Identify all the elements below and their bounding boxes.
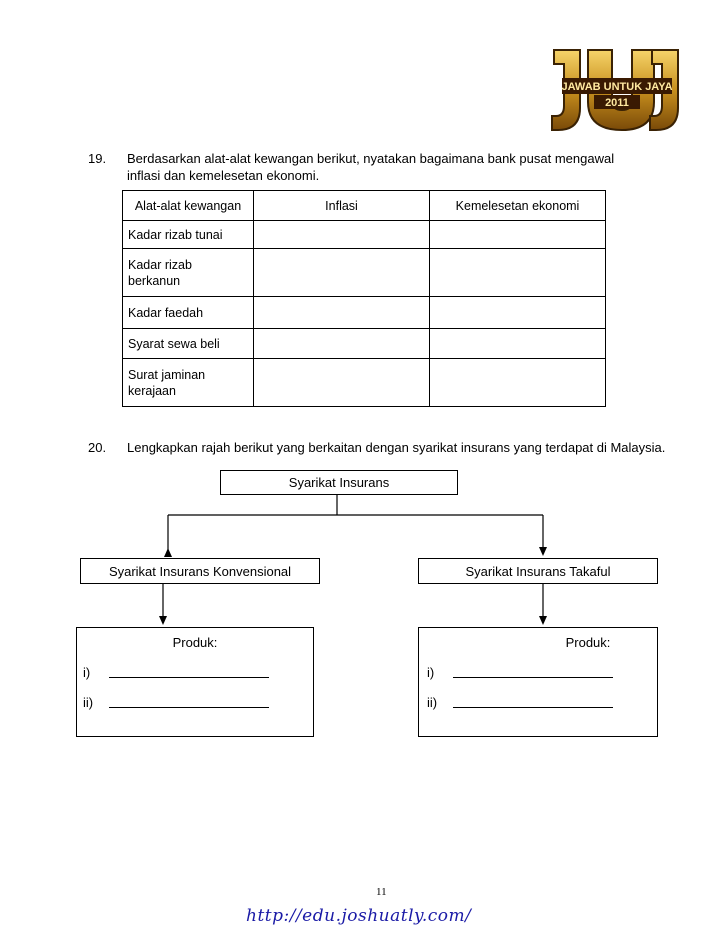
header-inflation: Inflasi xyxy=(254,191,430,221)
header-tools: Alat-alat kewangan xyxy=(123,191,254,221)
product-blank-2[interactable] xyxy=(453,695,613,711)
row-label: Surat jaminan kerajaan xyxy=(123,359,254,407)
row-label: Kadar rizab berkanun xyxy=(123,249,254,297)
products-title: Produk: xyxy=(565,635,611,650)
svg-text:2011: 2011 xyxy=(605,97,629,109)
conventional-insurance-box: Syarikat Insurans Konvensional xyxy=(80,558,320,584)
question-19-line1: Berdasarkan alat-alat kewangan berikut, nyatakan bagaimana bank pusat mengawal xyxy=(127,151,615,166)
page-number: 11 xyxy=(376,886,387,898)
product-item-1: i) xyxy=(83,665,91,680)
source-url[interactable]: http://edu.joshuatly.com/ xyxy=(246,906,472,926)
takaful-products-box xyxy=(418,627,658,737)
insurance-company-box: Syarikat Insurans xyxy=(220,470,458,495)
product-blank-2[interactable] xyxy=(109,695,269,711)
takaful-insurance-box: Syarikat Insurans Takaful xyxy=(418,558,658,584)
product-item-2: ii) xyxy=(427,695,438,710)
product-item-1: i) xyxy=(427,665,435,680)
conventional-products-box xyxy=(76,627,314,737)
question-19-line2: inflasi dan kemelesetan ekonomi. xyxy=(127,168,320,183)
product-blank-1[interactable] xyxy=(109,665,269,681)
svg-text:JAWAB UNTUK JAYA: JAWAB UNTUK JAYA xyxy=(561,81,673,93)
question-19-number: 19. xyxy=(88,151,107,166)
row-label: Kadar rizab tunai xyxy=(123,221,254,249)
row-label: Kadar faedah xyxy=(123,297,254,329)
header-recession: Kemelesetan ekonomi xyxy=(430,191,606,221)
products-title: Produk: xyxy=(172,635,218,650)
product-blank-1[interactable] xyxy=(453,665,613,681)
product-item-2: ii) xyxy=(83,695,94,710)
row-label: Syarat sewa beli xyxy=(123,329,254,359)
question-20-text: Lengkapkan rajah berikut yang berkaitan dengan syarikat insurans yang terdapat di Malaysia. xyxy=(127,440,666,455)
question-20-number: 20. xyxy=(88,440,107,455)
